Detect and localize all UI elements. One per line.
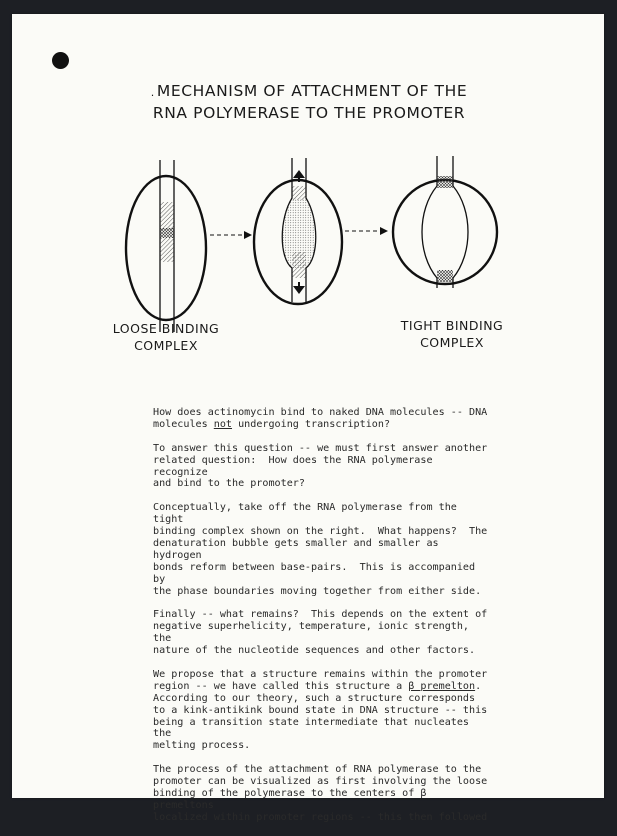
paragraph-3: Conceptually, take off the RNA polymerase from the tight binding complex shown on the right. What happens? The denaturation bubble gets smaller and smaller as hydrogen bonds reform between base-pairs. This is accompanied by the phase boundaries moving together from either side. [153,502,488,597]
arrow-1 [210,231,252,239]
paragraph-6: The process of the attachment of RNA polymerase to the promoter can be visualized as first involving the loose binding of the polymerase to the centers of β premeltons localized within promoter regions -- this then followed [153,764,488,823]
body-text [153,407,493,836]
paragraph-2: To answer this question -- we must first answer another related question: How does the RNA polymerase recognize and bind to the promoter? [153,442,488,490]
paragraph-5: We propose that a structure remains within the promoter region -- we have called this structure a β premelton. According to our theory, such a structure corresponds to a kink-antikink bound state in DNA structure -- this being a transition state intermediate that nucleates the melting process. [153,668,488,752]
tight-complex-figure [393,156,497,288]
loose-complex-figure [126,160,206,332]
tight-binding-caption: TIGHT BINDING COMPLEX [400,318,504,350]
page-title-line-1: . MECHANISM OF ATTACHMENT OF THE [150,82,468,100]
loose-binding-caption: LOOSE BINDING COMPLEX [112,321,220,353]
document-page [12,14,604,823]
title-mark: . [150,86,155,99]
paragraph-4: Finally -- what remains? This depends on the extent of negative superhelicity, temperature, ionic strength, the nature of the nucleotide sequences and other factors. [153,609,488,657]
intermediate-complex-figure [254,158,342,304]
arrow-2 [345,227,388,235]
paragraph-1: How does actinomycin bind to naked DNA molecules -- DNA molecules not undergoing transcription? [153,407,488,430]
page-title-line-2: RNA POLYMERASE TO THE PROMOTER [152,104,466,122]
